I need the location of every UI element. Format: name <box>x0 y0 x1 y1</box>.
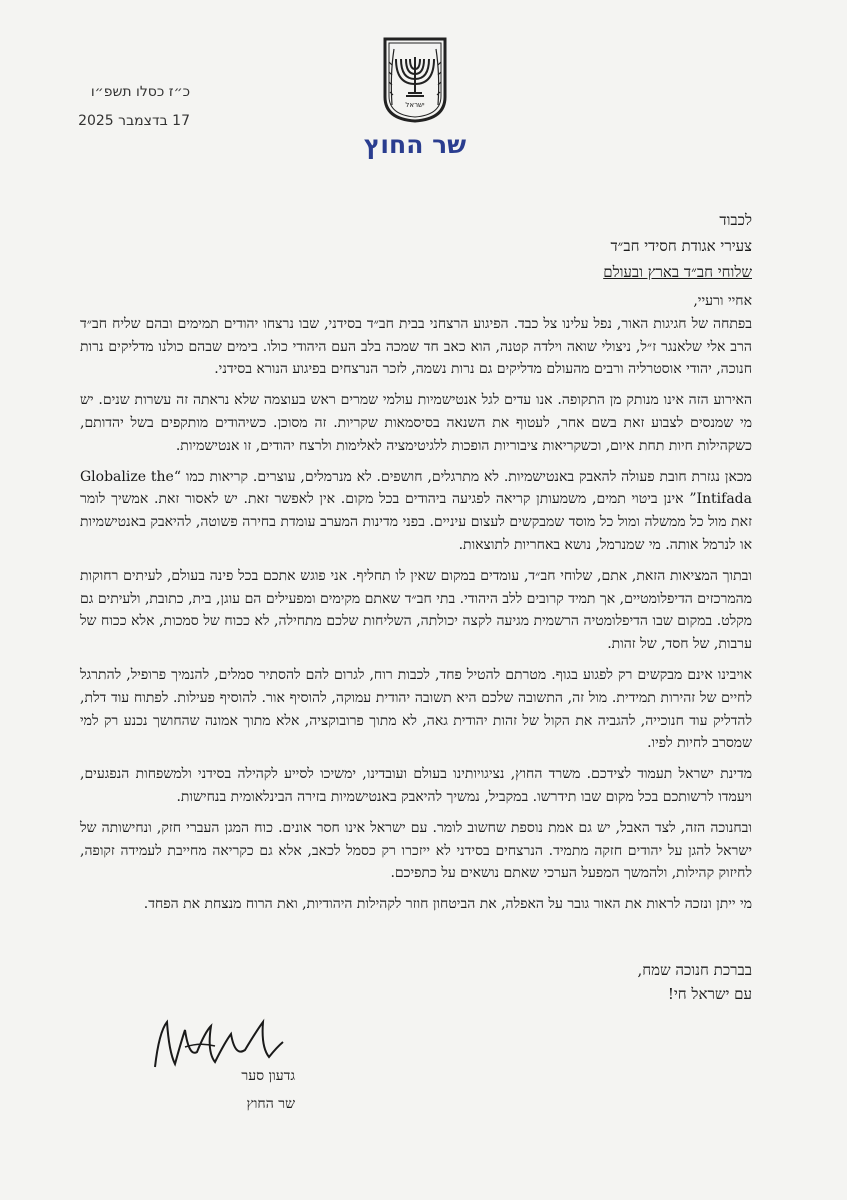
signer-title: שר החוץ <box>246 1096 295 1112</box>
closing-line-1: בברכת חנוכה שמח, <box>637 961 752 979</box>
paragraph-6: מדינת ישראל תעמוד לצידכם. משרד החוץ, נציגויותינו בעולם ועובדינו, ימשיכו לסייע לקהילה בסידני ולמשפחות הנפגעים, ויעמדו לרשותכם בכל מקום שבו תידרשו. במקביל, נמשיך להיאבק באנטישמיות בזירה הבינלאומית בנחישות. <box>80 766 752 805</box>
gregorian-date: 17 בדצמבר 2025 <box>78 113 190 129</box>
closing <box>452 958 752 1006</box>
ministry-title: שר החוץ <box>363 130 467 159</box>
paragraph-4: ובתוך המציאות הזאת, אתם, שלוחי חב״ד, עומדים במקום שאין לו תחליף. אני פוגש אתכם בכל פינה בעולם, לעיתים רחוקות מהמרכזים הדיפלומטיים, אך תמיד קרובים ללב היהודי. בתי חב״ד שאתם מקימים ומפעילים הם עוגן, בית, כתובת, ולעיתים גם מקלט. במקום שבו הדיפלומטיה הרשמית מגיעה לקצה יכולתה, השליחות שלכם מתחילה, לא ככוח של סמכות, אלא ככוח של ערבות, של חסד, של זהות. <box>80 567 752 653</box>
paragraph-3: מכאן נגזרת חובת פעולה להאבק באנטישמיות. לא מתרגלים, חושפים. לא מנרמלים, עוצרים. קריאות כמו “Globalize the Intifada” אינן ביטוי תמים, משמעותן קריאה לפגיעה ביהודים בכל מקום. אין לאפשר זאת. יש לאסור זאת. אמשיך לומר זאת מול כל ממשלה ומול כל מוסד שמבקשים לעצום עיניים. בפני מדינות המערב עומדת בחירה פשוטה, להיאבק באנטישמיות או לנרמל אותה. מי שמנרמל, נושא באחריות לתוצאות. <box>80 468 752 553</box>
paragraph-2: האירוע הזה אינו מנותק מן התקופה. אנו עדים לגל אנטישמיות עולמי שמרים ראש בעוצמה שלא נראתה זה עשרות שנים. יש מי שמנסים לצבוע זאת בשם אחר, לעטוף את השנאה בסיסמאות שקריות. זה מסוכן. כשיהודים מותקפים בשל יהדותם, כשקהילות חיות תחת איום, וכשקריאות ציבוריות הופכות ללגיטימציה לאלימות ולרצח יהודים, זו אנטישמיות. <box>80 392 752 454</box>
hebrew-date: כ״ז כסלו תשפ״ו <box>90 84 190 100</box>
salutation: אחיי ורעיי, <box>693 293 752 309</box>
letter-body <box>80 290 752 924</box>
closing-line-2: עם ישראל חי! <box>667 985 752 1003</box>
address-line-2: צעירי אגודת חסידי חב״ד <box>610 237 752 255</box>
address-line-1: לכבוד <box>719 211 752 229</box>
recipient-address <box>352 207 752 285</box>
address-line-3: שלוחי חב״ד בארץ ובעולם <box>603 263 752 281</box>
date-block <box>70 78 190 136</box>
signer-name: גדעון סער <box>241 1068 295 1084</box>
paragraph-7: ובחנוכה הזה, לצד האבל, יש גם אמת נוספת שחשוב לומר. עם ישראל אינו חסר אונים. כוח המגן העברי חזק, ונחישותה של ישראל להגן על יהודים חזקה מתמיד. הנרצחים בסידני לא ייזכרו רק כסמל לכאב, אלא גם כקריאה מחייבת לעמידה זקופה, לחיזוק קהילות, ולהמשך המפעל הערכי שאתם נושאים על כתפיכם. <box>80 819 752 882</box>
state-emblem-icon <box>380 35 450 123</box>
paragraph-5: אויבינו אינם מבקשים רק לפגוע בגוף. מטרתם להטיל פחד, לכבות רוח, לגרום להם להסתיר סמלים, להנמיך פרופיל, להתרגל לחיים של זהירות תמידית. מול זה, התשובה שלכם היא תשובה יהודית עמוקה, להוסיף אור. להוסיף פעילות. לפתוח עוד דלת, להדליק עוד חנוכייה, להגביה את הקול של זהות יהודית גאה, לא מתוך פרובוקציה, אלא מתוך אמונה שהחושך נכנע רק למי שמסרב לחיות לפיו. <box>80 666 752 752</box>
signature-block <box>155 1062 295 1118</box>
emblem-label: ישראל <box>405 101 425 109</box>
paragraph-1: בפתחה של חגיגות האור, נפל עלינו צל כבד. הפיגוע הרצחני בבית חב״ד בסידני, שבו נרצחו יהודים תמימים ובהם שליח חב״ד הרב אלי שלאנגר ז״ל, ניצולי שואה וילדה קטנה, הוא כאב חד שמכה בלב העם היהודי כולו. בימים שבהם כולנו מדליקים נרות חנוכה, יהודי אוסטרליה ורבים מהעולם מדליקים גם נרות נשמה, לזכר הנרצחים בפיגוע הנורא בסידני. <box>80 315 752 378</box>
paragraph-8: מי ייתן ונזכה לראות את האור גובר על האפלה, את הביטחון חוזר לקהילות היהודיות, ואת הרוח מנצחת את הפחד. <box>143 896 752 913</box>
